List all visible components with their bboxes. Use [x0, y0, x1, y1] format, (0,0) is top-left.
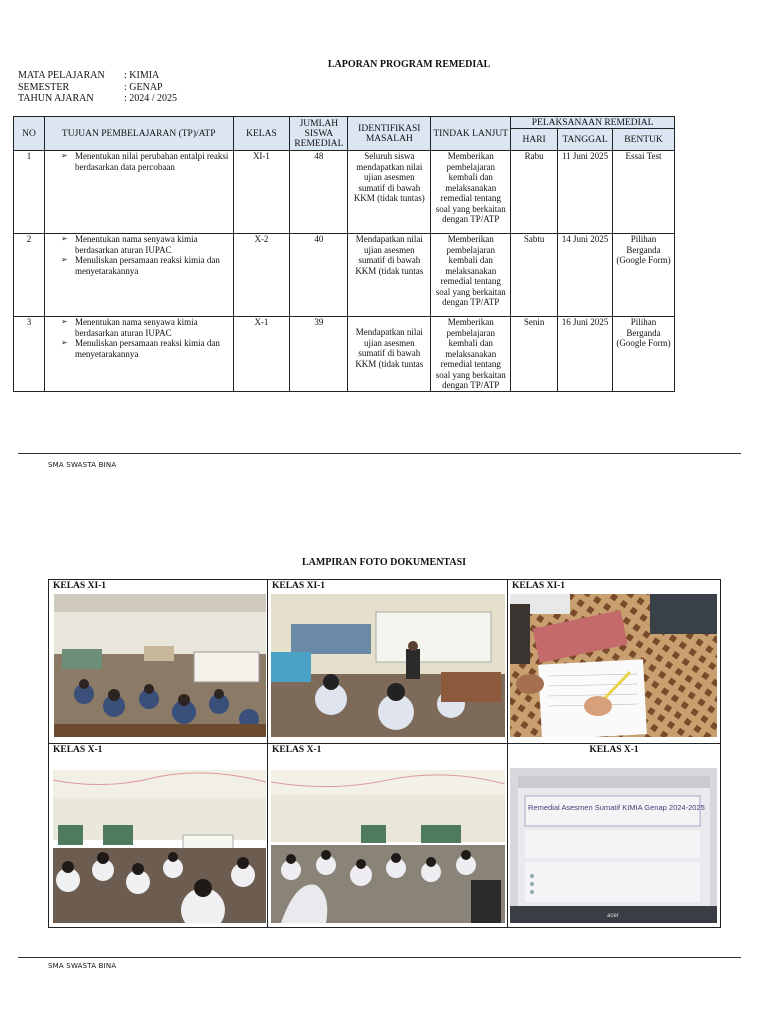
photo-cell: KELAS X-1 [268, 744, 508, 927]
remedial-table [13, 116, 675, 392]
photo-cell: KELAS X-1 Remedial Asesmen Sumatif KIMIA Genap 2024-2025 acer [508, 744, 720, 927]
footer-divider [18, 453, 741, 454]
header-identifikasi: IDENTIFIKASI MASALAH [348, 117, 431, 151]
attachment-title: LAMPIRAN FOTO DOKUMENTASI [301, 557, 467, 568]
photo-grid [48, 579, 721, 928]
table-row: 2 ➢ Menentukan nama senyawa kimia berdasarkan aturan IUPAC ➢ Menuliskan persamaan reaksi kimia dan menyetarakannya X-2 40 Mendapatkan nilai ujian asesmen sumatif di bawah KKM (tidak tuntas Memberikan pembelajaran kembali dan melaksanakan remedial tentang soal yang berkaitan dengan TP/ATP Sabtu 14 Juni 2025 Pilihan Berganda (Google Form) [14, 234, 675, 317]
report-meta [18, 70, 177, 105]
footer-divider [18, 957, 741, 958]
header-tindak: TINDAK LANJUT [431, 117, 511, 151]
meta-year: TAHUN AJARAN : 2024 / 2025 [18, 93, 178, 104]
photo-cell: KELAS X-1 [49, 744, 268, 927]
table-row: 1 ➢ Menentukan nilai perubahan entalpi reaksi berdasarkan data percobaan XI-1 48 Seluruh siswa mendapatkan nilai ujian asesmen sumatif di bawah KKM (tidak tuntas) Memberikan pembelajaran kembali dan melaksanakan remedial tentang soal yang berkaitan dengan TP/ATP Rabu 11 Juni 2025 Essai Test [14, 151, 675, 234]
meta-subject: MATA PELAJARAN : KIMIA [18, 70, 160, 81]
tp-item: ➢ Menuliskan persamaan reaksi kimia dan menyetarakannya [61, 255, 231, 276]
header-bentuk: BENTUK [613, 129, 675, 151]
classroom-rows-photo [53, 770, 266, 923]
tp-item: ➢ Menuliskan persamaan reaksi kimia dan menyetarakannya [61, 338, 231, 359]
laptop-google-form-photo [510, 768, 717, 923]
header-pelaksanaan: PELAKSANAAN REMEDIAL [511, 117, 675, 129]
student-writing-photo [510, 594, 717, 737]
header-kelas: KELAS [233, 117, 290, 151]
classroom-wide-photo [54, 594, 266, 737]
report-title: LAPORAN PROGRAM REMEDIAL [327, 59, 491, 70]
header-tp: TUJUAN PEMBELAJARAN (TP)/ATP [44, 117, 233, 151]
meta-semester: SEMESTER : GENAP [18, 81, 163, 93]
tp-item: ➢ Menentukan nilai perubahan entalpi reaksi berdasarkan data percobaan [61, 151, 231, 172]
table-row: 3 ➢ Menentukan nama senyawa kimia berdasarkan aturan IUPAC ➢ Menuliskan persamaan reaksi kimia dan menyetarakannya X-1 39 Mendapatkan nilai ujian asesmen sumatif di bawah KKM (tidak tuntas Memberikan pembelajaran kembali dan melaksanakan remedial tentang soal yang berkaitan dengan TP/ATP Senin 16 Juni 2025 Pilihan Berganda (Google Form) [14, 317, 675, 392]
footer-school: SMA SWASTA BINA [48, 962, 117, 970]
screen-title: Remedial Asesmen Sumatif KIMIA Genap 2024-2025 [528, 803, 705, 812]
photo-cell: KELAS XI-1 [268, 580, 508, 744]
photo-cell: KELAS XI-1 [49, 580, 268, 744]
tp-item: ➢ Menentukan nama senyawa kimia berdasarkan aturan IUPAC [61, 234, 231, 255]
header-no: NO [14, 117, 45, 151]
header-jumlah: JUMLAH SISWA REMEDIAL [290, 117, 348, 151]
footer-school: SMA SWASTA BINA [48, 461, 117, 469]
laptop-brand: acer [607, 913, 619, 919]
photo-cell: KELAS XI-1 [508, 580, 720, 744]
classroom-rows-photo-2 [271, 770, 505, 923]
header-hari: HARI [511, 129, 558, 151]
tp-item: ➢ Menentukan nama senyawa kimia berdasarkan aturan IUPAC [61, 317, 231, 338]
header-tanggal: TANGGAL [558, 129, 613, 151]
classroom-teacher-photo [271, 594, 505, 737]
